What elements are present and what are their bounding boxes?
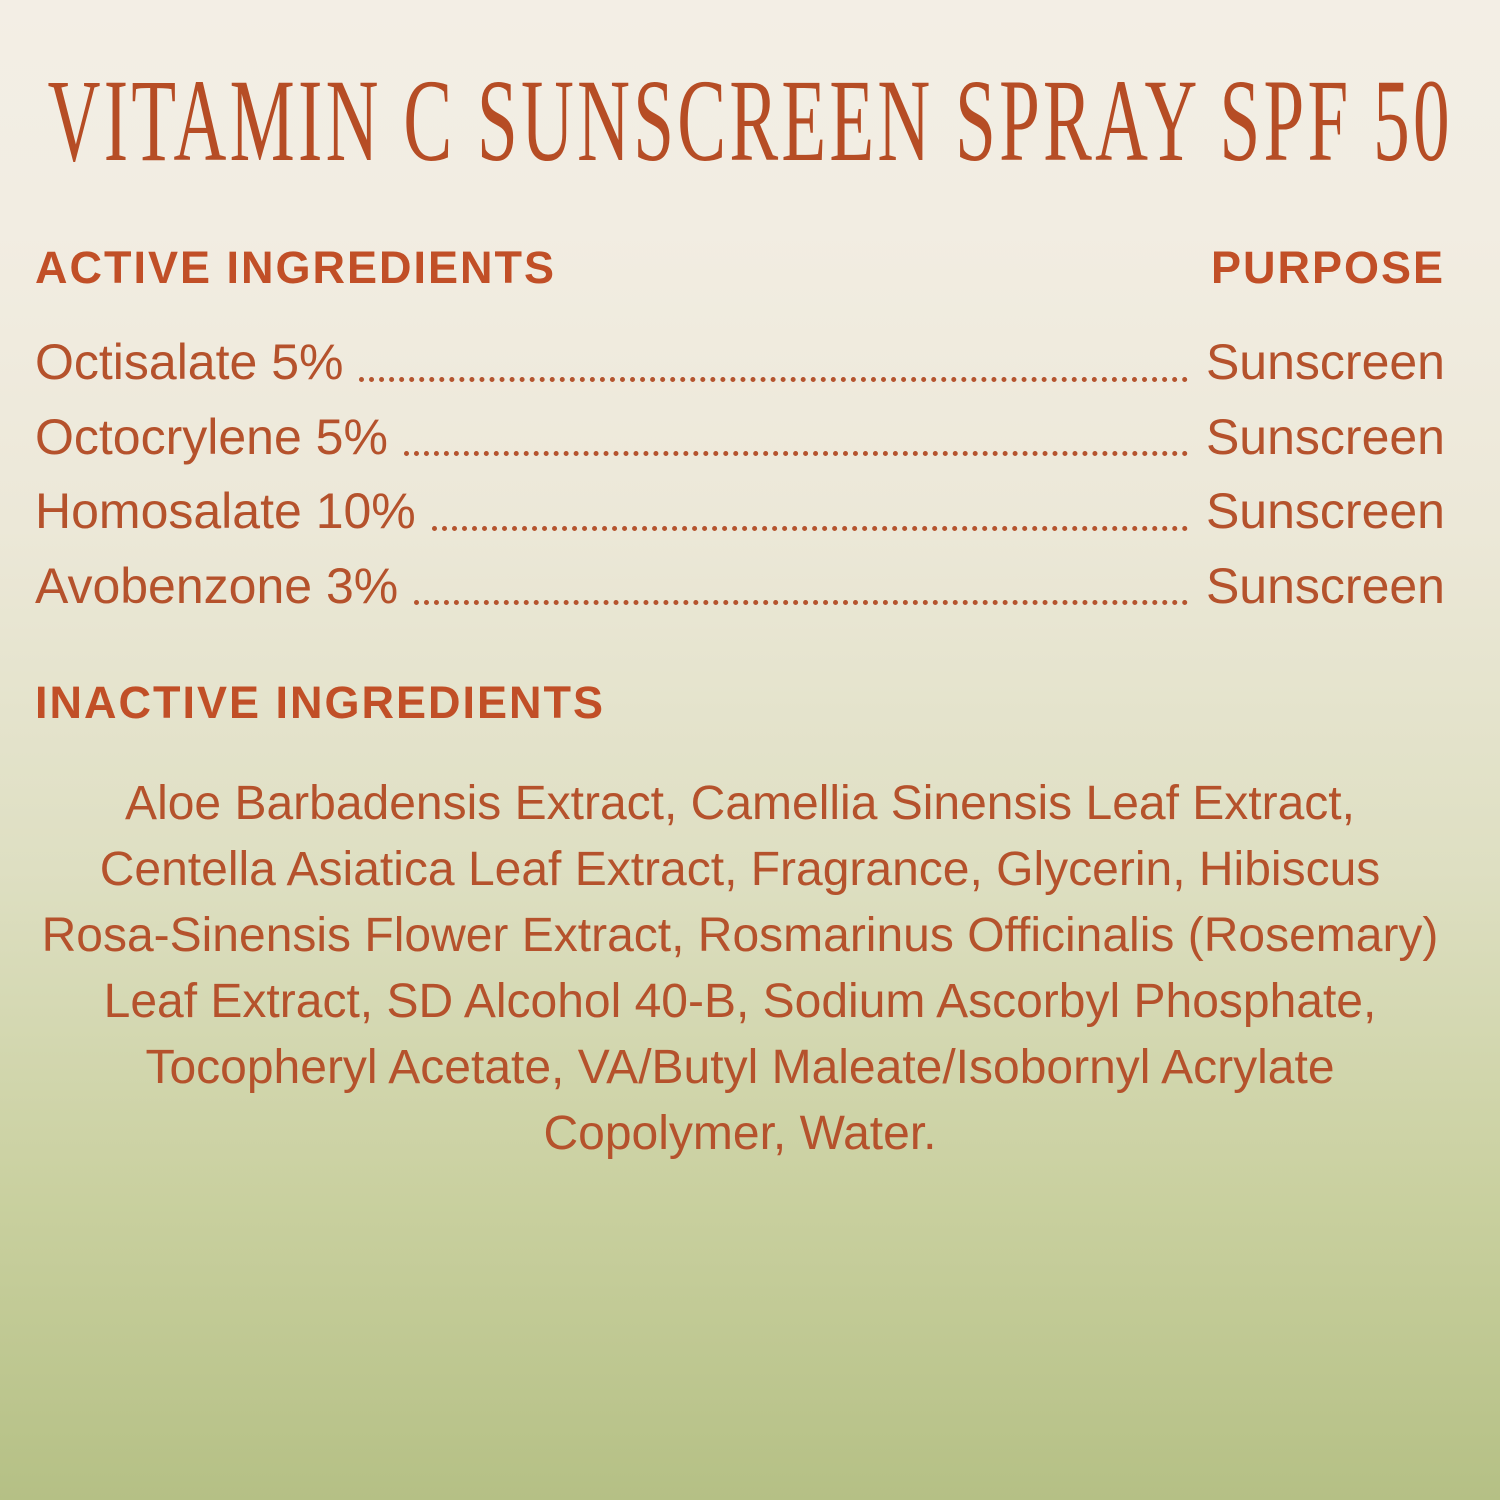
ingredient-purpose: Sunscreen: [1205, 408, 1445, 465]
purpose-column-heading: PURPOSE: [1210, 242, 1445, 293]
page-title-text: VITAMIN C SUNSCREEN SPRAY SPF 50: [47, 55, 1453, 186]
inactive-ingredients-text: Aloe Barbadensis Extract, Camellia Sinensis Leaf Extract, Centella Asiatica Leaf Extract, Fragrance, Glycerin, Hibiscus Rosa-Sinensis Flower Extract, Rosmarinus Officinalis (Rosemary) Leaf Extract, SD Alcohol 40-B, Sodium Ascorbyl Phosphate, Tocopheryl Acetate, VA/Butyl Maleate/Isobornyl Acrylate Copolymer, Water.: [41, 777, 1439, 1160]
ingredient-name: Octocrylene 5%: [35, 408, 388, 465]
ingredient-row: [35, 558, 1445, 616]
ingredient-row: [35, 334, 1445, 392]
leader-dots: [414, 600, 1188, 605]
ingredient-name: Octisalate 5%: [35, 334, 344, 390]
ingredient-purpose: Sunscreen: [1205, 334, 1445, 390]
active-ingredients-heading: ACTIVE INGREDIENTS: [35, 242, 557, 293]
inactive-ingredients-heading: INACTIVE INGREDIENTS: [35, 677, 606, 728]
ingredient-purpose: Sunscreen: [1205, 483, 1445, 539]
ingredient-row: [35, 409, 1445, 467]
ingredient-row: [35, 483, 1445, 541]
ingredient-name: Homosalate 10%: [35, 483, 416, 539]
ingredient-name: Avobenzone 3%: [35, 557, 399, 614]
leader-dots: [359, 377, 1187, 382]
leader-dots: [404, 451, 1188, 456]
page-title: [0, 55, 1500, 186]
ingredient-purpose: Sunscreen: [1205, 557, 1445, 614]
ingredients-content: [35, 242, 1445, 1167]
active-ingredients-header-row: [35, 242, 1445, 294]
leader-dots: [432, 526, 1188, 531]
